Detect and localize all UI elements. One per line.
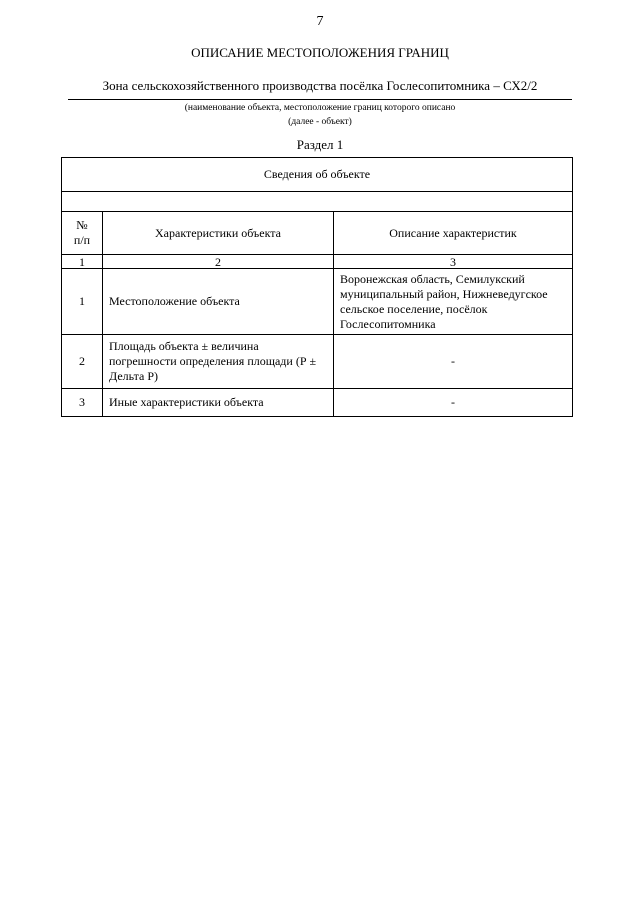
row-number: 3 <box>62 389 103 417</box>
row-number: 1 <box>62 269 103 335</box>
document-title: ОПИСАНИЕ МЕСТОПОЛОЖЕНИЯ ГРАНИЦ <box>191 45 449 60</box>
row-number: 2 <box>62 335 103 389</box>
table-row <box>62 269 573 335</box>
section-title: Раздел 1 <box>296 137 344 152</box>
object-info-table <box>61 157 573 417</box>
table-row <box>62 335 573 389</box>
table-row <box>62 389 573 417</box>
row-characteristic: Местоположение объекта <box>103 269 334 335</box>
table-spacer-row <box>62 192 573 212</box>
row-description: - <box>334 335 573 389</box>
table-header: Сведения об объекте <box>62 158 573 192</box>
col-header-number: № п/п <box>62 212 103 255</box>
table-spacer-cell <box>62 192 573 212</box>
col-header-characteristic: Характеристики объекта <box>103 212 334 255</box>
object-caption-line1: (наименование объекта, местоположение границ которого описано <box>184 103 456 113</box>
row-description: - <box>334 389 573 417</box>
column-header-row <box>62 212 573 255</box>
column-number-row <box>62 255 573 269</box>
row-characteristic: Площадь объекта ± величина погрешности определения площади (Р ± Дельта Р) <box>103 335 334 389</box>
row-characteristic: Иные характеристики объекта <box>103 389 334 417</box>
zone-name: Зона сельскохозяйственного производства посёлка Гослесопитомника – СХ2/2 <box>102 78 538 93</box>
zone-name-underline <box>68 99 572 100</box>
row-description: Воронежская область, Семилукский муниципальный район, Нижневедугское сельское поселение, посёлок Гослесопитомника <box>334 269 573 335</box>
col-number-1: 1 <box>62 255 103 269</box>
page-number: 7 <box>316 14 324 29</box>
table-header-row <box>62 158 573 192</box>
col-number-3: 3 <box>334 255 573 269</box>
object-caption-line2: (далее - объект) <box>288 117 352 127</box>
col-header-description: Описание характеристик <box>334 212 573 255</box>
col-number-2: 2 <box>103 255 334 269</box>
